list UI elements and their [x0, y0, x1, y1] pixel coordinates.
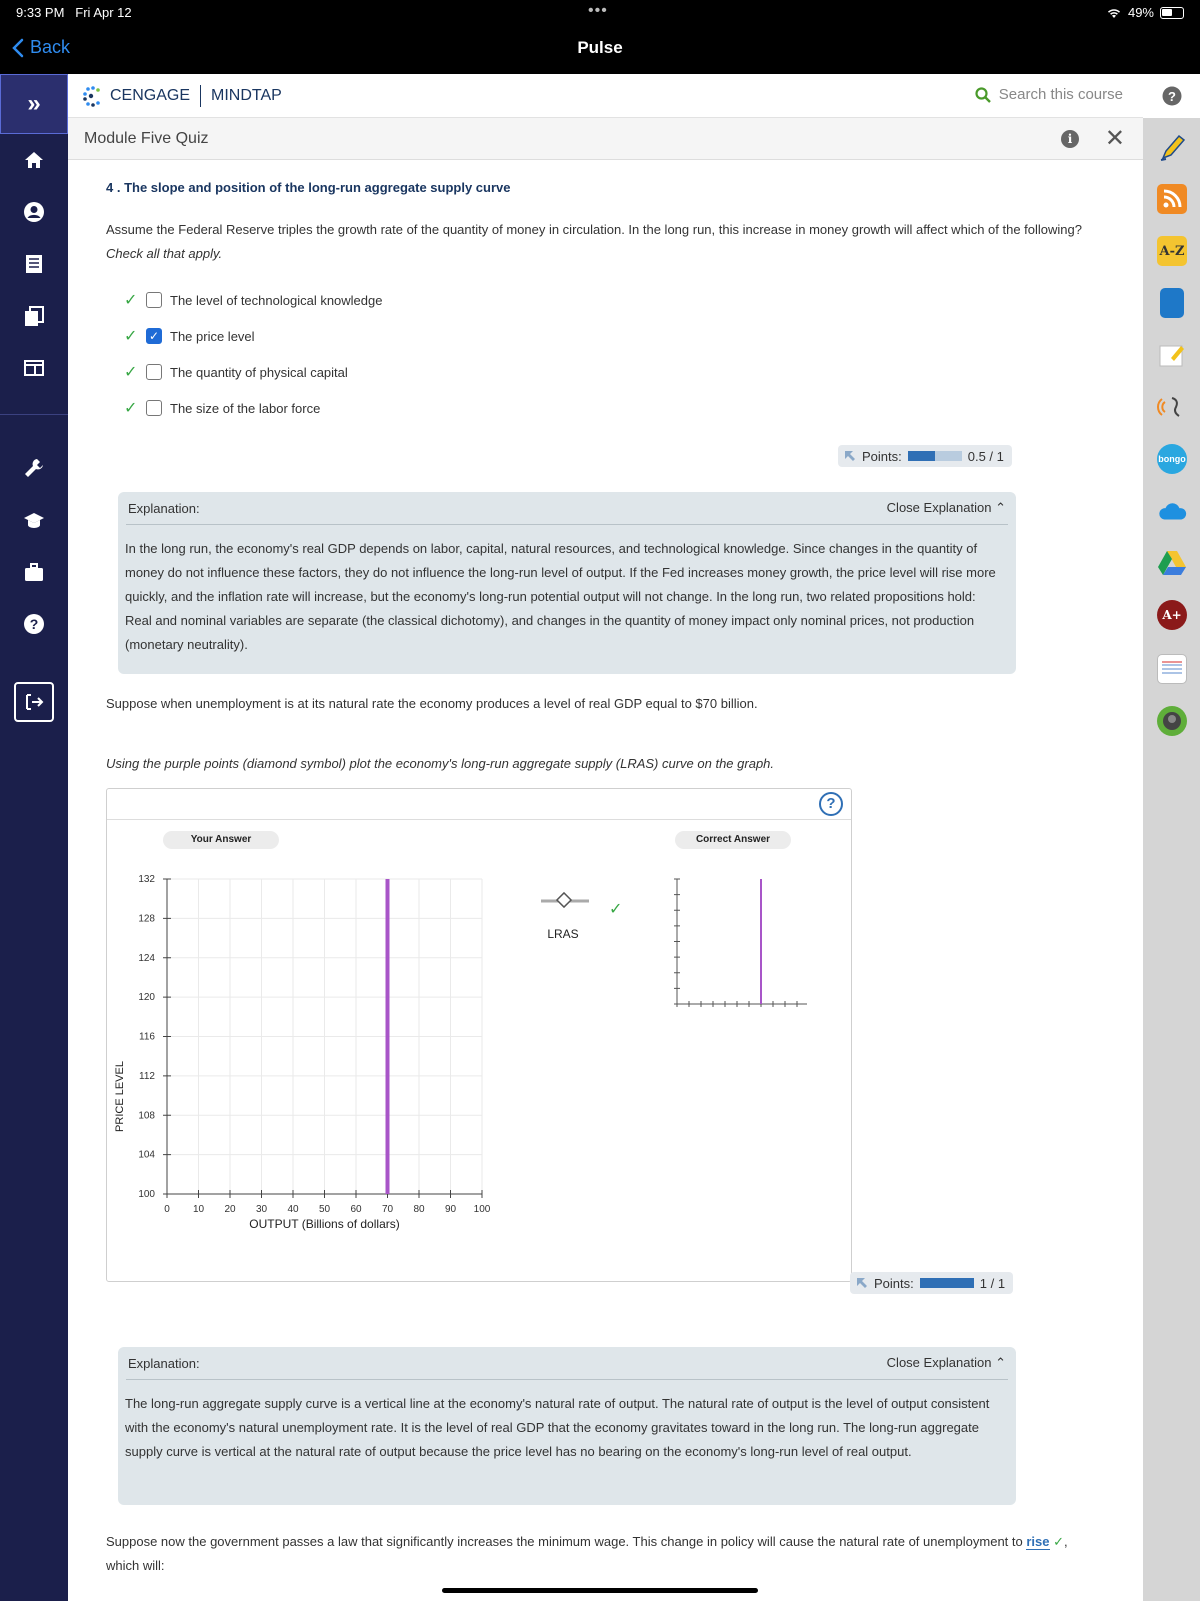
choice-technology[interactable]	[124, 290, 382, 310]
right-rail	[1143, 74, 1200, 1601]
home-indicator[interactable]	[442, 1588, 758, 1593]
x-tick-label: 10	[192, 1204, 205, 1215]
profile-icon[interactable]	[20, 198, 48, 226]
graduation-cap-icon[interactable]	[20, 506, 48, 534]
points-value: 0.5 / 1	[967, 448, 1004, 464]
app-title: Pulse	[577, 38, 623, 57]
checkbox[interactable]	[146, 364, 162, 380]
search-icon	[975, 87, 991, 103]
correct-answer-chart	[667, 869, 817, 1009]
app-nav-bar	[0, 24, 1200, 74]
explanation-header	[126, 1347, 1008, 1380]
expand-rail-button[interactable]: »	[0, 74, 68, 134]
lras-legend-tool[interactable]	[539, 889, 599, 913]
correct-check-icon: ✓	[124, 328, 138, 345]
info-icon[interactable]: i	[1061, 130, 1079, 148]
x-tick-label: 20	[224, 1204, 236, 1215]
x-tick-label: 90	[444, 1204, 457, 1215]
points-label: Points:	[874, 1275, 914, 1291]
y-tick-label: 124	[138, 952, 155, 964]
x-tick-label: 70	[381, 1204, 394, 1215]
question-title: 4 . The slope and position of the long-run aggregate supply curve	[106, 180, 511, 195]
choice-label: The quantity of physical capital	[170, 364, 348, 380]
cengage-dots-icon	[82, 85, 104, 107]
logout-icon[interactable]	[14, 682, 54, 722]
checkbox[interactable]	[146, 400, 162, 416]
battery-percent: 49%	[1127, 5, 1154, 20]
diamond-icon[interactable]	[557, 893, 571, 907]
explanation-text: In the long run, the economy's real GDP depends on labor, capital, natural resources, and technological knowledge. Since changes in the quantity of money do not influence these factors, they do not influence the long-run level of output. If the Fed increases money growth, the price level will rise more quickly, and the inflation rate will increase, but the economy's long-run potential output will not change. In the long run, two related propositions hold: Real and nominal variables are separate (the classical dichotomy), and changes in the quantity of money impact only nominal prices, not production (monetary neutrality).	[125, 541, 996, 652]
points-indicator-1[interactable]	[838, 445, 1012, 467]
correct-check-icon: ✓	[124, 400, 138, 417]
bongo-icon[interactable]: bongo	[1157, 444, 1187, 474]
correct-check-icon: ✓	[124, 364, 138, 381]
points-label: Points:	[862, 448, 902, 464]
y-tick-label: 128	[138, 913, 155, 925]
explanation-panel-1	[118, 492, 1016, 674]
chevron-up-icon: ⌃	[995, 500, 1006, 515]
x-tick-label: 40	[287, 1204, 299, 1215]
graph-instruction: Using the purple points (diamond symbol) plot the economy's long-run aggregate supply (LRAS) curve on the graph.	[106, 756, 775, 771]
module-bar	[68, 118, 1143, 160]
status-time: 9:33 PM Fri Apr 12	[16, 5, 132, 20]
graph-toolbar	[107, 789, 851, 820]
mindtap-text: MINDTAP	[211, 87, 282, 104]
course-header	[68, 74, 1143, 118]
y-tick-label: 112	[139, 1070, 155, 1082]
choice-label: The size of the labor force	[170, 400, 321, 416]
readspeaker-icon[interactable]	[1157, 392, 1187, 422]
y-tick-label: 108	[138, 1110, 155, 1122]
multitask-dots[interactable]: •••	[588, 2, 608, 19]
x-axis-label: OUTPUT (Billions of dollars)	[249, 1217, 400, 1231]
help-icon[interactable]	[20, 610, 48, 638]
choice-price-level[interactable]	[124, 326, 255, 346]
back-label: Back	[30, 37, 71, 57]
rail-divider	[0, 414, 68, 415]
explanation-title: Explanation:	[128, 500, 200, 516]
close-explanation-button[interactable]: Close Explanation ⌃	[886, 500, 1006, 515]
lras-chart[interactable]	[107, 829, 527, 1279]
status-bar	[0, 0, 1200, 24]
points-bar	[908, 451, 962, 461]
correct-answer-tab[interactable]: Correct Answer	[675, 831, 791, 849]
close-icon[interactable]: ✕	[1104, 125, 1125, 152]
close-explanation-button[interactable]: Close Explanation ⌃	[886, 1355, 1006, 1370]
graph-help-icon[interactable]: ?	[819, 792, 843, 816]
cengage-text: CENGAGE	[110, 87, 191, 104]
minimum-wage-question: Suppose now the government passes a law that significantly increases the minimum wage. This change in policy will cause the natural rate of unemployment to rise ✓, which will:	[106, 1534, 1068, 1573]
x-tick-label: 50	[318, 1204, 331, 1215]
points-value: 1 / 1	[979, 1275, 1006, 1291]
y-tick-label: 120	[138, 992, 155, 1004]
svg-text:?: ?	[1167, 89, 1176, 104]
wifi-icon	[1106, 7, 1122, 19]
points-bar-fill	[920, 1278, 974, 1288]
choice-labor-force[interactable]	[124, 398, 320, 418]
wrench-icon[interactable]	[20, 454, 48, 482]
choice-physical-capital[interactable]	[124, 362, 348, 382]
explanation-panel-2	[118, 1347, 1016, 1505]
explanation-text: The long-run aggregate supply curve is a vertical line at the economy's natural rate of output. The natural rate of output is the level of output consistent with the economy's natural unemployment rate. It is the level of real GDP that the economy gravitates toward in the long run. The long-run aggregate supply curve is vertical at the natural rate of output because the price level has no bearing on the economy's long-run level of real output.	[125, 1396, 990, 1459]
highlighter-icon[interactable]	[1157, 132, 1187, 162]
avatar-app-icon[interactable]	[1157, 706, 1187, 736]
arrow-icon	[844, 450, 856, 462]
explanation-header	[126, 492, 1008, 525]
logo-divider	[200, 85, 201, 107]
correct-check-icon: ✓	[1053, 1534, 1065, 1549]
checkbox-checked[interactable]: ✓	[146, 328, 162, 344]
aplus-icon[interactable]: A+	[1157, 600, 1187, 630]
points-indicator-2[interactable]	[850, 1272, 1013, 1294]
notebook-icon[interactable]	[20, 250, 48, 278]
y-tick-label: 132	[138, 874, 155, 885]
y-tick-label: 100	[138, 1189, 155, 1200]
svg-text:?: ?	[29, 616, 39, 632]
notes-pencil-icon[interactable]	[1157, 340, 1187, 370]
correct-check-icon: ✓	[124, 292, 138, 309]
x-tick-label: 80	[413, 1204, 425, 1215]
x-tick-label: 0	[164, 1204, 170, 1215]
points-bar	[920, 1278, 974, 1288]
search-course[interactable]	[975, 86, 1123, 103]
checkbox[interactable]	[146, 292, 162, 308]
your-answer-tab[interactable]: Your Answer	[163, 831, 279, 849]
x-tick-label: 60	[350, 1204, 362, 1215]
battery-icon	[1160, 7, 1184, 19]
google-drive-icon[interactable]	[1157, 548, 1187, 578]
rss-icon[interactable]	[1157, 184, 1187, 214]
left-rail	[0, 74, 68, 1601]
answer-dropdown[interactable]: rise	[1026, 1534, 1050, 1549]
points-bar-fill	[908, 451, 935, 461]
explanation-title: Explanation:	[128, 1355, 200, 1371]
choice-label: The price level	[170, 328, 255, 344]
arrow-icon	[856, 1277, 868, 1289]
pages-icon[interactable]	[20, 302, 48, 330]
cengage-logo[interactable]	[82, 85, 282, 107]
legend-label: LRAS	[547, 927, 579, 941]
ebook-icon[interactable]	[1160, 288, 1184, 318]
quiz-content	[68, 160, 1143, 1601]
question-prompt: Assume the Federal Reserve triples the growth rate of the quantity of money in circulation. In the long run, this increase in money growth will affect which of the following? Check all that apply.	[106, 222, 1082, 261]
search-input[interactable]: Search this course	[998, 86, 1123, 103]
briefcase-icon[interactable]	[20, 558, 48, 586]
home-icon[interactable]	[20, 146, 48, 174]
x-tick-label: 100	[473, 1204, 491, 1215]
y-tick-label: 104	[138, 1149, 155, 1161]
chevron-up-icon: ⌃	[995, 1355, 1006, 1370]
layout-icon[interactable]	[20, 354, 48, 382]
status-right	[1106, 5, 1184, 20]
flashcards-icon[interactable]	[1157, 654, 1187, 684]
glossary-az-icon[interactable]: A-Z	[1157, 236, 1187, 266]
graph-tool	[106, 788, 852, 1282]
scenario-text: Suppose when unemployment is at its natural rate the economy produces a level of real GDP equal to $70 billion.	[106, 696, 758, 711]
choice-label: The level of technological knowledge	[170, 292, 383, 308]
help-button[interactable]	[1143, 74, 1200, 118]
correct-check-icon: ✓	[609, 901, 623, 918]
onedrive-icon[interactable]	[1157, 496, 1187, 526]
question-circle-icon	[1162, 86, 1182, 106]
y-tick-label: 116	[139, 1031, 155, 1043]
y-axis-label: PRICE LEVEL	[114, 1061, 126, 1132]
module-title: Module Five Quiz	[84, 130, 209, 147]
x-tick-label: 30	[255, 1204, 268, 1215]
